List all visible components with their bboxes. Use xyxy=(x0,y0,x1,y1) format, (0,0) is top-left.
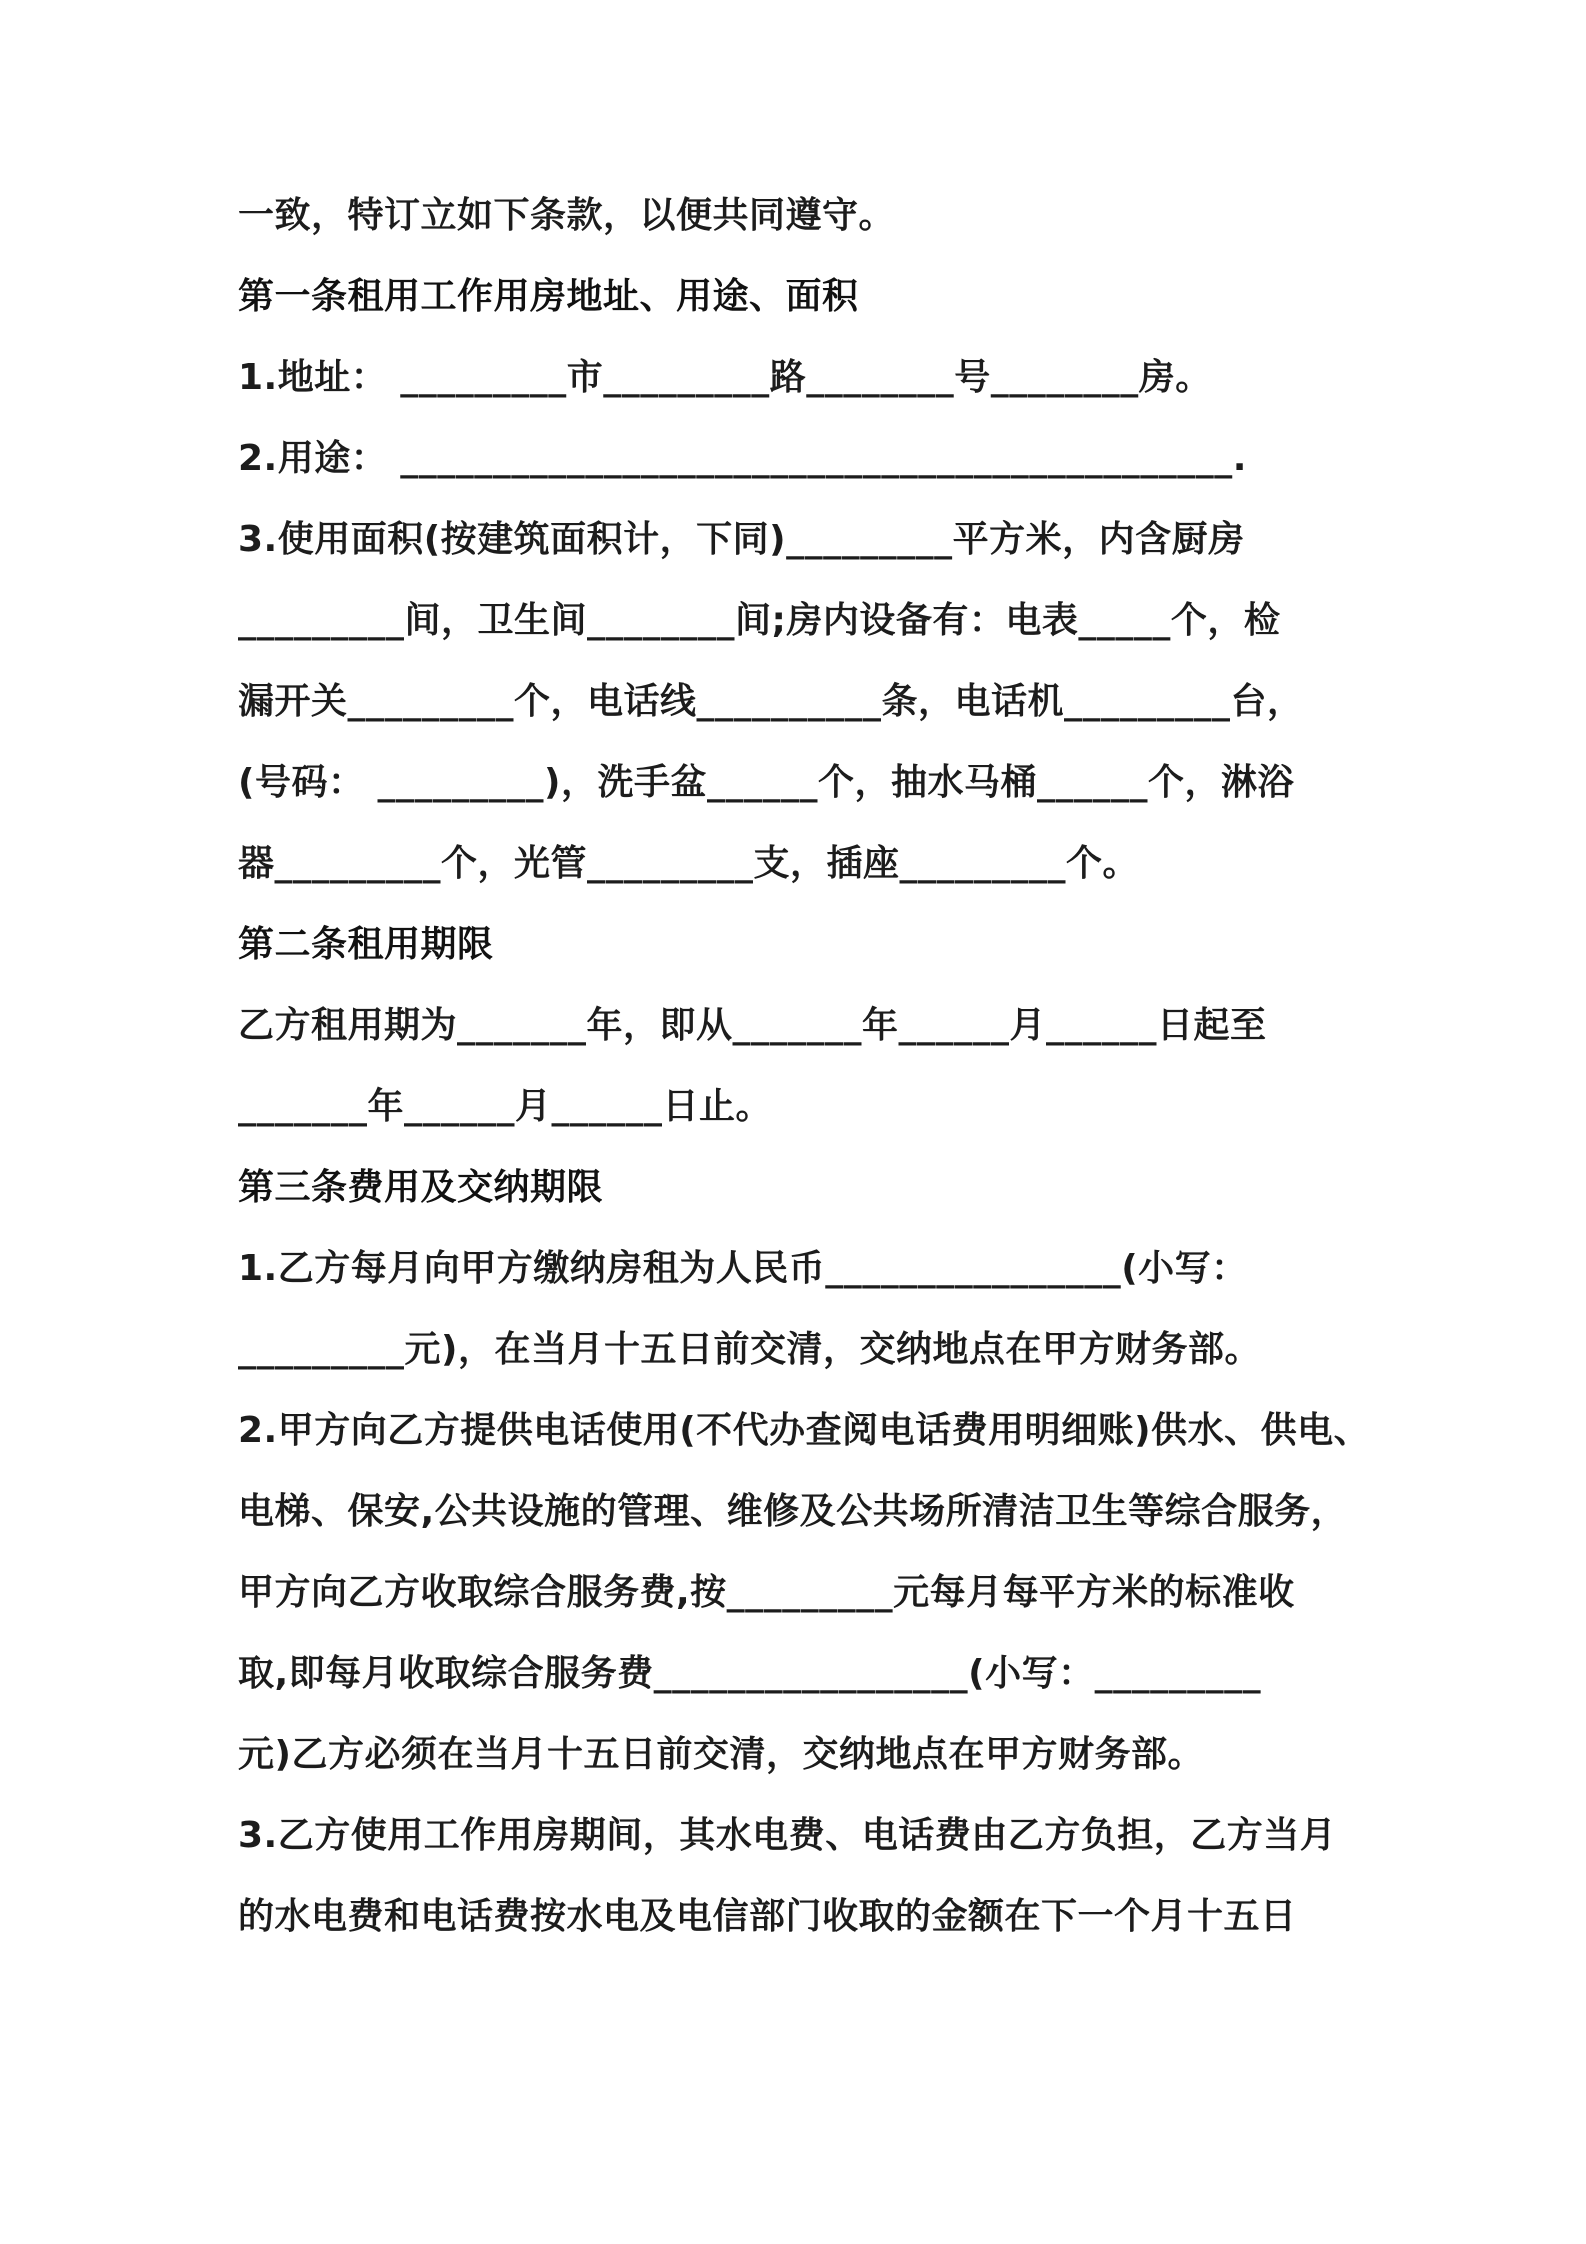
section-heading: 第三条费用及交纳期限 xyxy=(238,1167,604,1208)
document-line: 漏开关_________个，电话线__________条，电话机_________台， xyxy=(238,681,1304,722)
document-line: 甲方向乙方收取综合服务费,按_________元每月每平方米的标准收 xyxy=(238,1572,1295,1613)
document-line: 2.甲方向乙方提供电话使用(不代办查阅电话费用明细账)供水、供电、 xyxy=(238,1410,1371,1451)
document-line: 2.用途： _____________________________________________. xyxy=(238,438,1247,479)
document-body xyxy=(238,175,1376,1957)
document-line: _______年______月______日止。 xyxy=(238,1086,773,1127)
document-line: 器_________个，光管_________支，插座_________个。 xyxy=(238,843,1140,884)
document-line: 一致，特订立如下条款，以便共同遵守。 xyxy=(238,195,896,236)
document-line: 取,即每月收取综合服务费_________________(小写：_________ xyxy=(238,1653,1262,1694)
section-heading: 第二条租用期限 xyxy=(238,924,494,965)
document-line: 1.乙方每月向甲方缴纳房租为人民币________________(小写： xyxy=(238,1248,1248,1289)
document-line: 1.地址： _________市_________路________号________房。 xyxy=(238,357,1212,398)
document-line: 元)乙方必须在当月十五日前交清，交纳地点在甲方财务部。 xyxy=(238,1734,1204,1775)
document-line: _________元)，在当月十五日前交清，交纳地点在甲方财务部。 xyxy=(238,1329,1261,1370)
document-line: 乙方租用期为_______年，即从_______年______月______日起至 xyxy=(238,1005,1267,1046)
document-line: 3.乙方使用工作用房期间，其水电费、电话费由乙方负担，乙方当月 xyxy=(238,1815,1337,1856)
section-heading: 第一条租用工作用房地址、用途、面积 xyxy=(238,276,859,317)
document-line: 的水电费和电话费按水电及电信部门收取的金额在下一个月十五日 xyxy=(238,1896,1297,1937)
document-line: (号码： _________)，洗手盆______个，抽水马桶______个，淋浴 xyxy=(238,762,1294,803)
document-line: _________间，卫生间________间;房内设备有：电表_____个，检 xyxy=(238,600,1281,641)
document-line: 3.使用面积(按建筑面积计，下同)_________平方米，内含厨房 xyxy=(238,519,1245,560)
document-line: 电梯、保安,公共设施的管理、维修及公共场所清洁卫生等综合服务， xyxy=(238,1491,1348,1532)
